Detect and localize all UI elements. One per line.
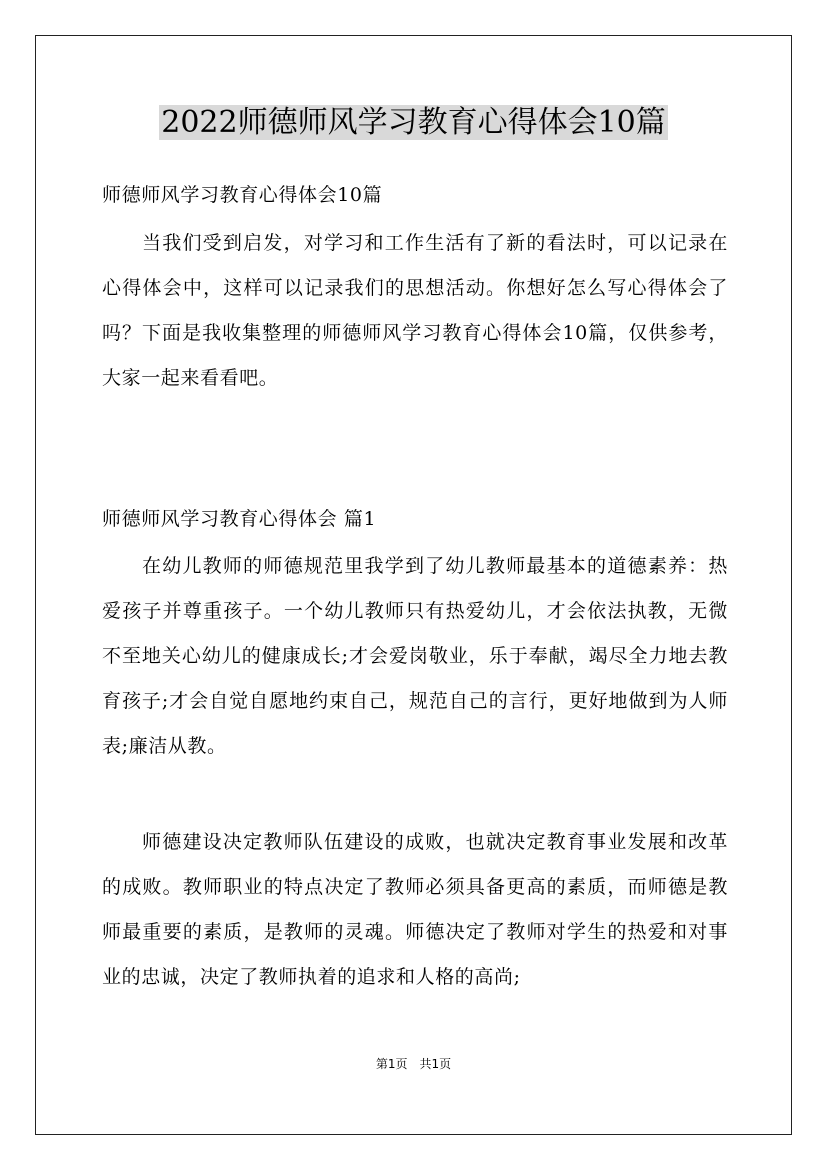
intro-paragraph: 当我们受到启发，对学习和工作生活有了新的看法时，可以记录在心得体会中，这样可以记录我们的思想活动。你想好怎么写心得体会了吗？下面是我收集整理的师德师风学习教育心得体会10篇，仅供参考，大家一起来看看吧。	[102, 232, 728, 389]
document-title-text: 2022师德师风学习教育心得体会10篇	[161, 105, 666, 140]
body-paragraph-2: 师德建设决定教师队伍建设的成败，也就决定教育事业发展和改革的成败。教师职业的特点决定了教师必须具备更高的素质，而师德是教师最重要的素质，是教师的灵魂。师德决定了教师对学生的热爱和对事业的忠诚，决定了教师执着的追求和人格的高尚;	[102, 831, 728, 988]
document-subtitle: 师德师风学习教育心得体会10篇	[102, 184, 383, 206]
page-footer: 第1页 共1页	[375, 1057, 452, 1071]
section-heading: 师德师风学习教育心得体会 篇1	[102, 508, 377, 530]
document-title	[0, 100, 827, 146]
body-paragraph-1: 在幼儿教师的师德规范里我学到了幼儿教师最基本的道德素养：热爱孩子并尊重孩子。一个幼儿教师只有热爱幼儿，才会依法执教，无微不至地关心幼儿的健康成长;才会爱岗敬业，乐于奉献，竭尽全力地去教育孩子;才会自觉自愿地约束自己，规范自己的言行，更好地做到为人师表;廉洁从教。	[102, 555, 728, 757]
